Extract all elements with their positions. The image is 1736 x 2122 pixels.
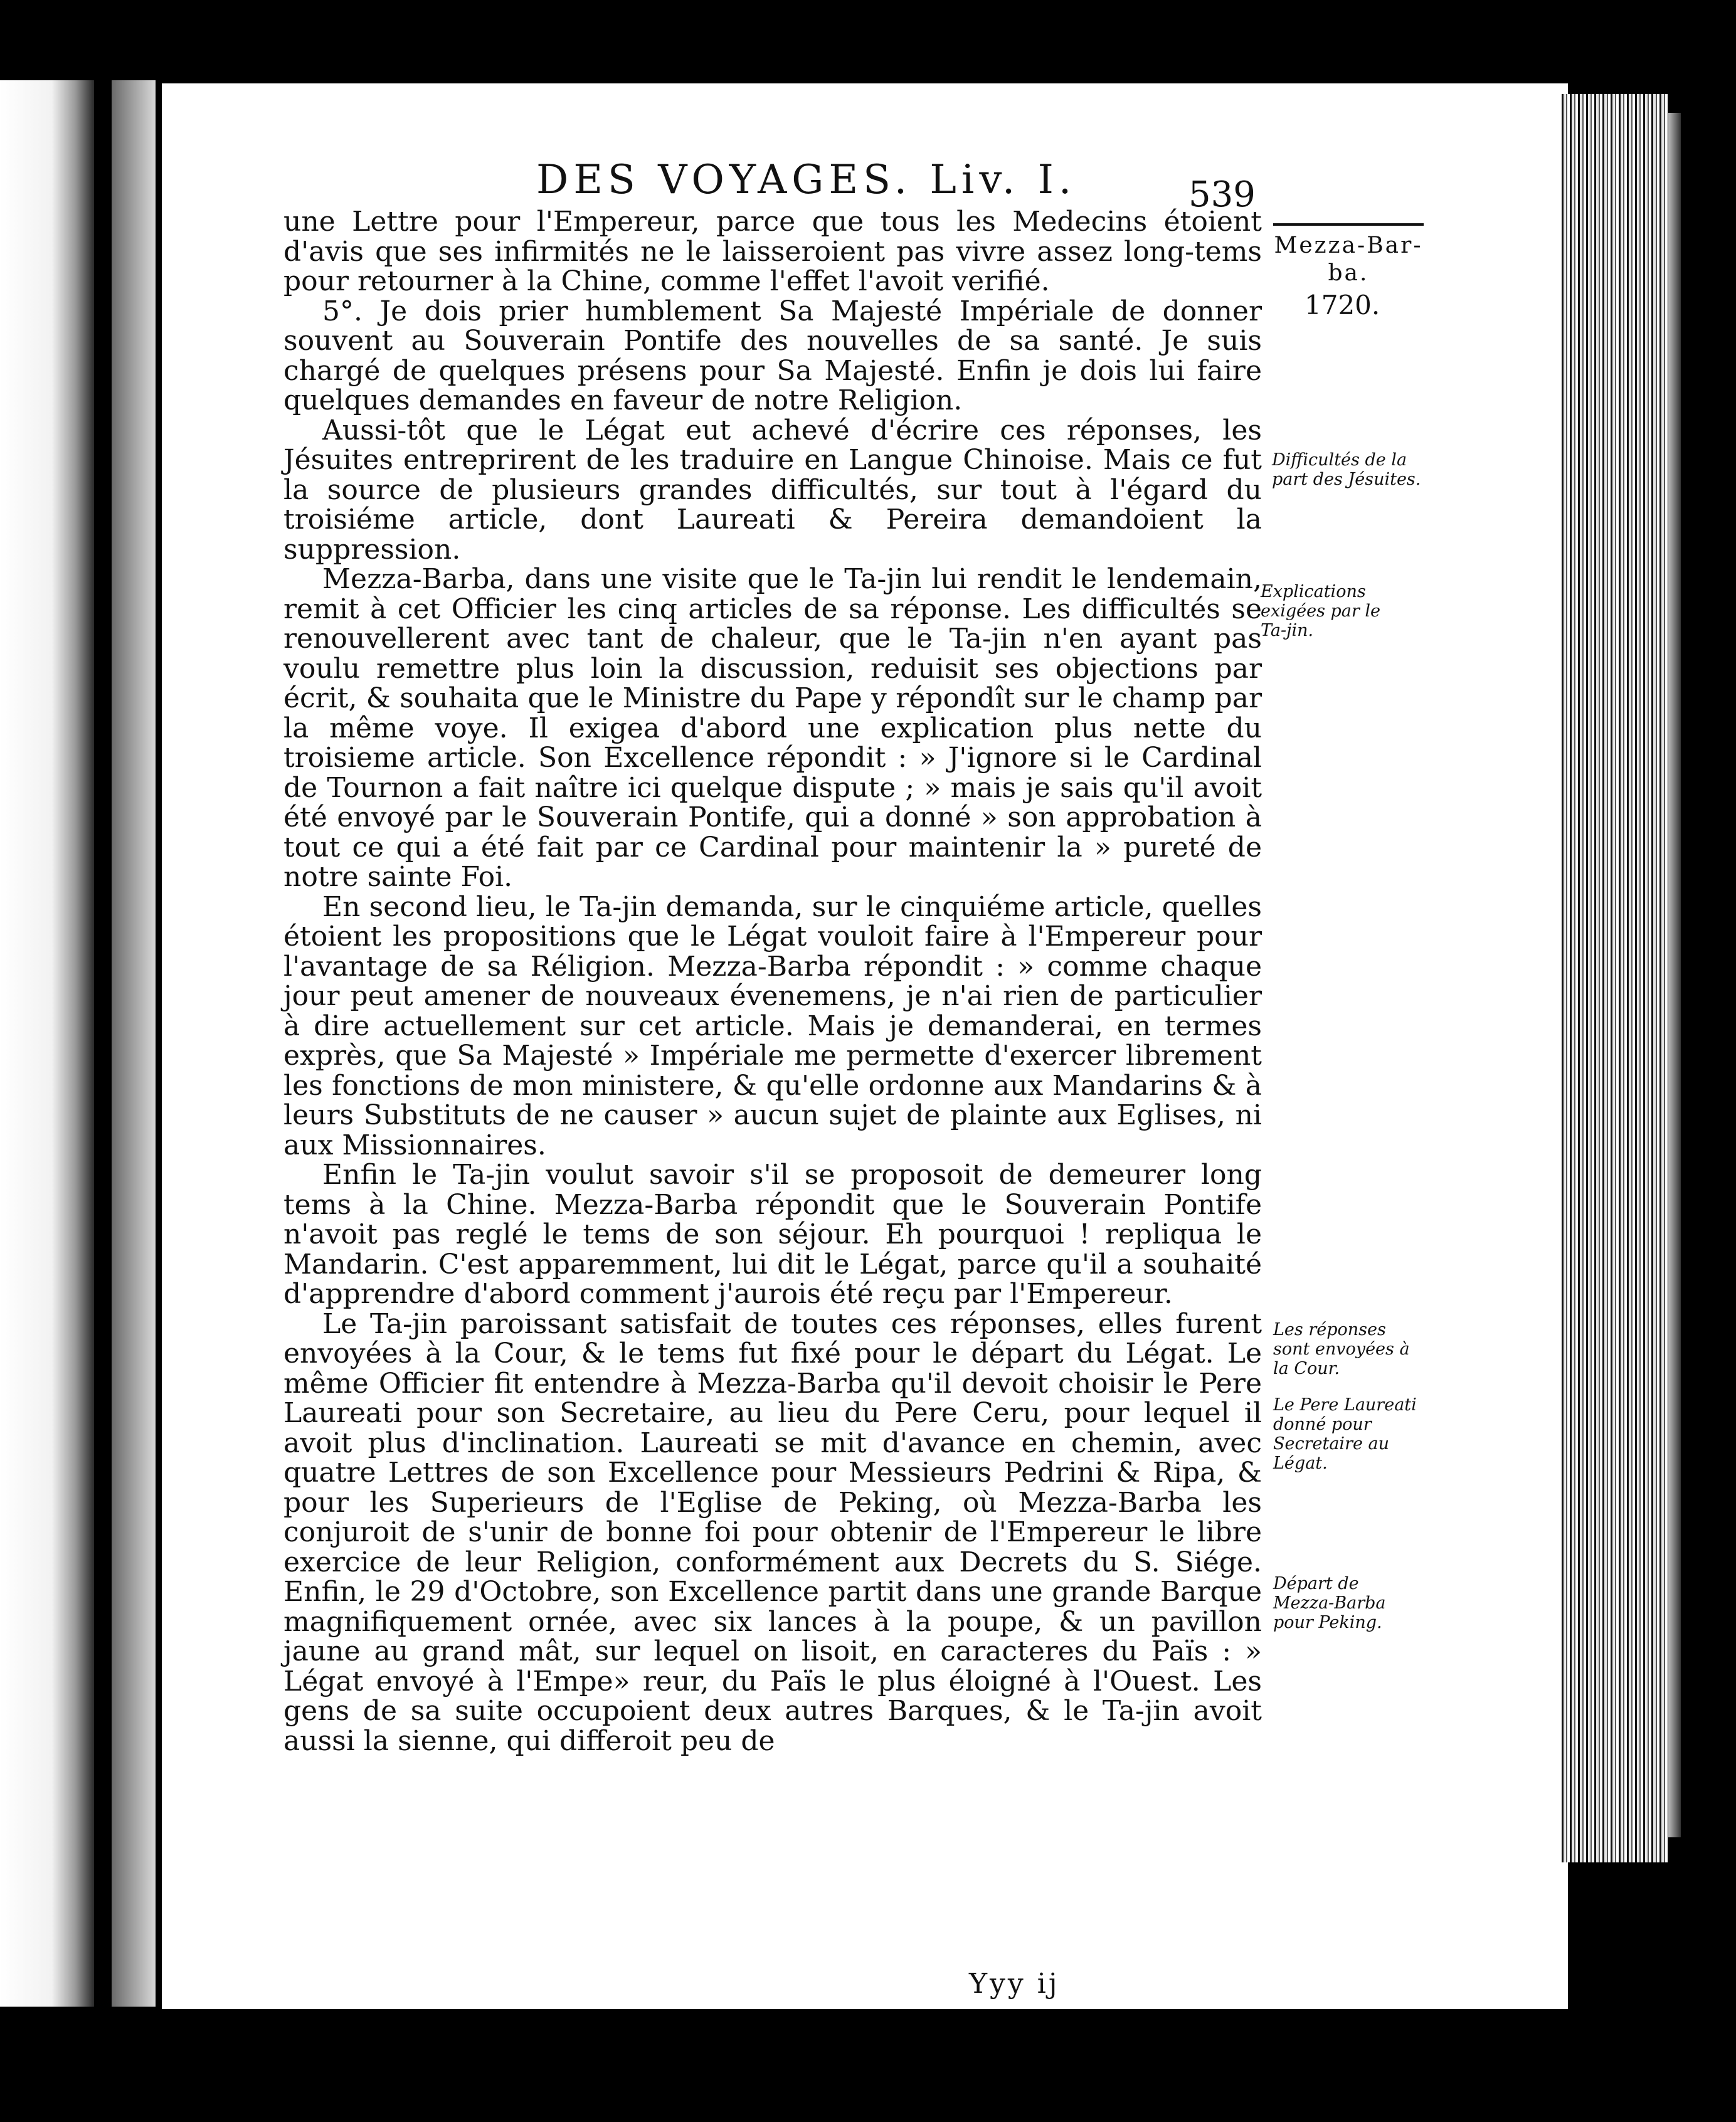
left-page-edge: [0, 80, 94, 2007]
margin-header: Mezza-Bar- ba.: [1274, 233, 1423, 286]
margin-note: Le Pere Laureati donné pour Secretaire au Légat.: [1273, 1395, 1417, 1473]
signature-mark: Yyy ij: [969, 1968, 1060, 2000]
running-head: DES VOYAGES. Liv. I.: [536, 157, 1077, 203]
margin-note: Difficultés de la part des Jésuites.: [1272, 450, 1421, 489]
margin-note: Départ de Mezza-Barba pour Peking.: [1273, 1574, 1386, 1632]
paragraph: Mezza-Barba, dans une visite que le Ta-jin lui rendit le lendemain, remit à cet Officier les cinq articles de sa réponse. Les difficultés se renouvellerent avec tant de chaleur, que le Ta-jin n'en ayant pas voulu remettre plus loin la discussion, reduisit ses objections par écrit, & souhaita que le Ministre du Pape y répondît sur le champ par la même voye. Il exigea d'abord une explication plus nette du troisieme article. Son Excellence répondit : » J'ignore si le Cardinal de Tournon a fait naître ici quelque dispute ; » mais je sais qu'il avoit été envoyé par le Souverain Pontife, qui a donné » son approbation à tout ce qui a été fait par ce Cardinal pour maintenir la » pureté de notre sainte Foi.: [283, 563, 1262, 893]
paragraph: Enfin le Ta-jin voulut savoir s'il se proposoit de demeurer long tems à la Chine. Mezza-Barba répondit que le Souverain Pontife n'avoit pas reglé le tems de son séjour. Eh pourquoi ! repliqua le Mandarin. C'est apparemment, lui dit le Légat, parce qu'il a souhaité d'apprendre d'abord comment j'aurois été reçu par l'Empereur.: [283, 1159, 1262, 1310]
margin-note: Les réponses sont envoyées à la Cour.: [1273, 1320, 1410, 1378]
paragraph: une Lettre pour l'Empereur, parce que tous les Medecins étoient d'avis que ses infirmités ne le laisseroient pas vivre assez long-tems pour retourner à la Chine, comme l'effet l'avoit verifié.: [283, 206, 1262, 297]
paragraph: Aussi-tôt que le Légat eut achevé d'écrire ces réponses, les Jésuites entreprirent de les traduire en Langue Chinoise. Mais ce fut la source de plusieurs grandes difficultés, sur tout à l'égard du troisiéme article, dont Laureati & Pereira demandoient la suppression.: [283, 414, 1262, 566]
page-edges-shadow: [1668, 113, 1681, 1837]
margin-note: Explications exigées par le Ta-jin.: [1261, 582, 1381, 640]
page-number: 539: [1188, 174, 1256, 215]
margin-rule: [1273, 223, 1424, 226]
margin-year: 1720.: [1305, 290, 1380, 320]
paragraph: 5°. Je dois prier humblement Sa Majesté Impériale de donner souvent au Souverain Pontife des nouvelles de sa santé. Je suis chargé de quelques présens pour Sa Majesté. Enfin je dois lui faire quelques demandes en faveur de notre Religion.: [283, 295, 1262, 416]
body-text: [283, 207, 1262, 1756]
gutter-shadow: [112, 80, 156, 2007]
paragraph: En second lieu, le Ta-jin demanda, sur le cinquiéme article, quelles étoient les propositions que le Légat vouloit faire à l'Empereur pour l'avantage de sa Réligion. Mezza-Barba répondit : » comme chaque jour peut amener de nouveaux évenemens, je n'ai rien de particulier à dire actuellement sur cet article. Mais je demanderai, en termes exprès, que Sa Majesté » Impériale me permette d'exercer librement les fonctions de mon ministere, & qu'elle ordonne aux Mandarins & à leurs Substituts de ne causer » aucun sujet de plainte aux Eglises, ni aux Missionnaires.: [283, 890, 1262, 1161]
paragraph: Le Ta-jin paroissant satisfait de toutes ces réponses, elles furent envoyées à la Cour, & le tems fut fixé pour le départ du Légat. Le même Officier fit entendre à Mezza-Barba qu'il devoit choisir le Pere Laureati pour son Secretaire, au lieu du Pere Ceru, pour lequel il avoit plus d'inclination. Laureati se mit d'avance en chemin, avec quatre Lettres de son Excellence pour Messieurs Pedrini & Ripa, & pour les Superieurs de l'Eglise de Peking, où Mezza-Barba les conjuroit de s'unir de bonne foi pour obtenir de l'Empereur le libre exercice de leur Religion, conformément aux Decrets du S. Siége. Enfin, le 29 d'Octobre, son Excellence partit dans une grande Barque magnifiquement ornée, avec six lances à la poupe, & un pavillon jaune au grand mât, sur lequel on lisoit, en caracteres du Païs : » Légat envoyé à l'Empe» reur, du Païs le plus éloigné à l'Ouest. Les gens de sa suite occupoient deux autres Barques, & le Ta-jin avoit aussi la sienne, qui differoit peu de: [283, 1307, 1262, 1757]
page-edges: [1562, 94, 1668, 1862]
